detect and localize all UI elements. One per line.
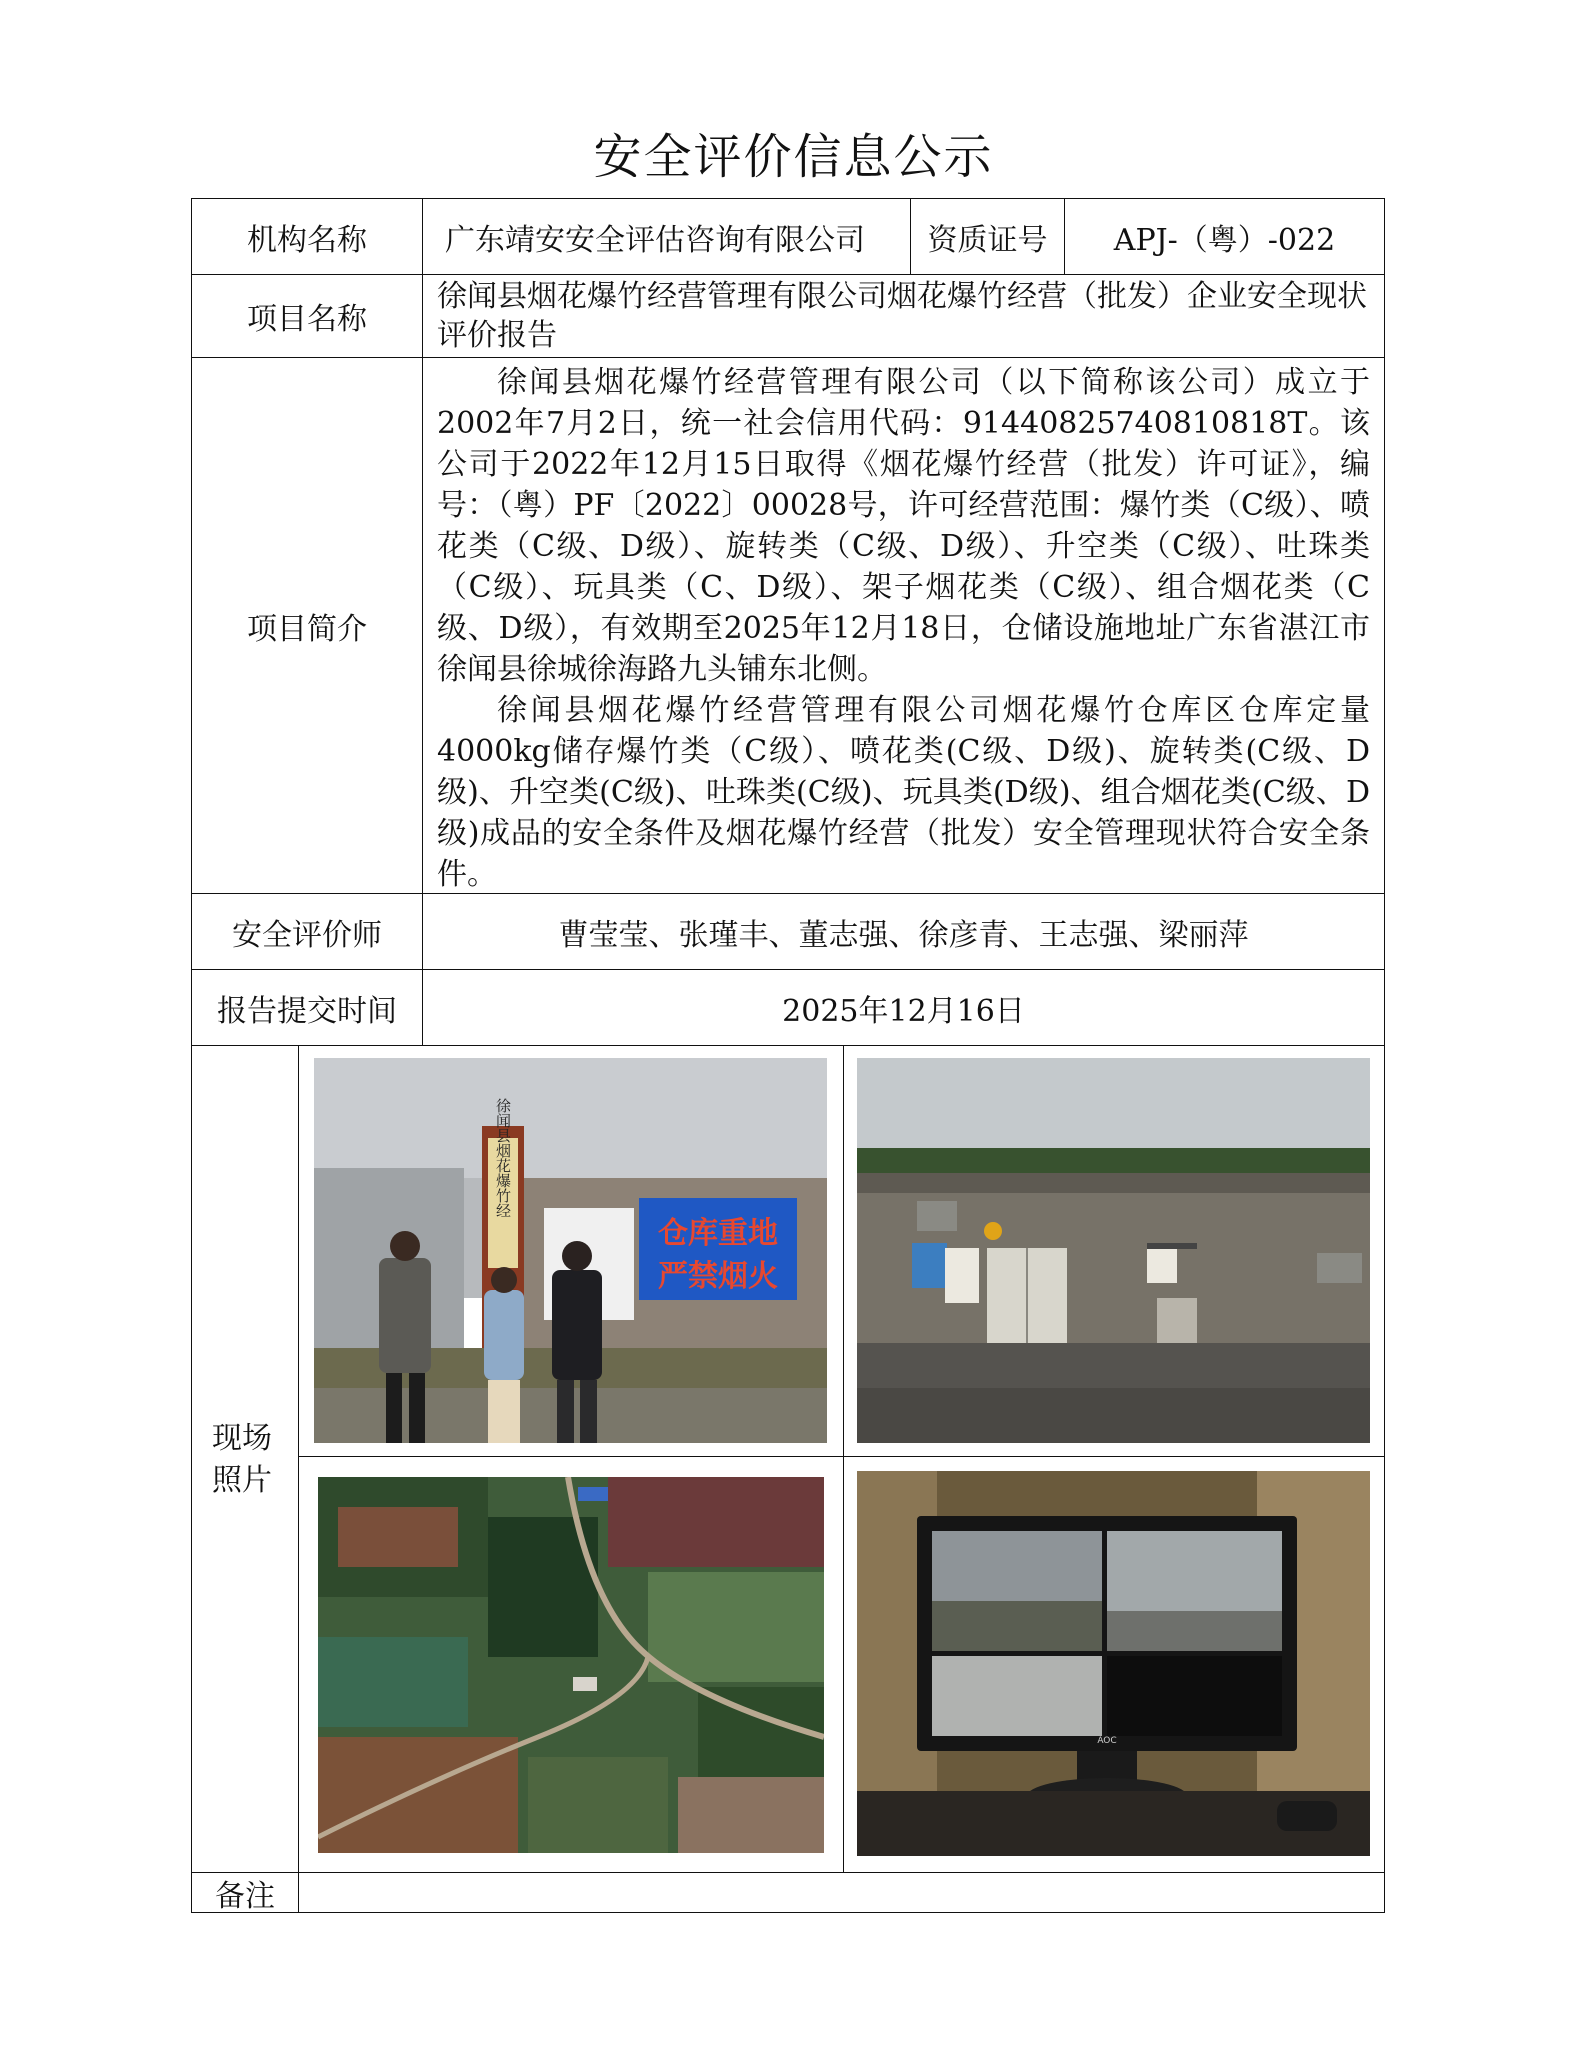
project-summary-label: 项目简介 <box>247 611 367 647</box>
sign-text-2: 严禁烟火 <box>658 1259 778 1294</box>
org-name-label: 机构名称 <box>247 222 367 258</box>
summary-paragraph-1: 徐闻县烟花爆竹经营管理有限公司（以下简称该公司）成立于2002年7月2日，统一社会信用代码：91440825740810818T。该公司于2022年12月15日取得《烟花爆竹经营（批发）许可证》，编号：（粤）PF〔2022〕00028号，许可经营范围：爆竹类（C级）、喷花类（C级、D级）、旋转类（C级、D级）、升空类（C级）、吐珠类（C级）、玩具类（C、D级）、架子烟花类（C级）、组合烟花类（C级、D级），有效期至2025年12月18日，仓储设施地址广东省湛江市徐闻县徐城徐海路九头铺东北侧。 <box>437 365 1370 687</box>
photo-warehouse-building <box>857 1058 1370 1443</box>
submit-time-value: 2025年12月16日 <box>782 993 1025 1029</box>
project-name-value: 徐闻县烟花爆竹经营管理有限公司烟花爆竹经营（批发）企业安全现状评价报告 <box>437 279 1367 353</box>
project-name-label: 项目名称 <box>247 302 367 337</box>
page-title: 安全评价信息公示 <box>593 129 994 185</box>
evaluators-value: 曹莹莹、张瑾丰、董志强、徐彦青、王志强、梁丽萍 <box>558 917 1249 953</box>
summary-paragraph-2: 徐闻县烟花爆竹经营管理有限公司烟花爆竹仓库区仓库定量4000kg储存爆竹类（C级）、喷花类(C级、D级)、旋转类(C级、D级)、升空类(C级)、吐珠类(C级)、玩具类(D级)、组合烟花类(C级、D级)成品的安全条件及烟花爆竹经营（批发）安全管理现状符合安全条件。 <box>437 693 1370 892</box>
cert-number-value: APJ-（粤）-022 <box>1113 222 1336 258</box>
site-photos-label: 现场 照片 <box>212 1421 272 1498</box>
remarks-value <box>299 1873 1384 1912</box>
svg-text:徐闻县烟花爆竹经: 徐闻县烟花爆竹经 <box>494 1098 512 1218</box>
remarks-label: 备注 <box>215 1878 275 1914</box>
photo-monitoring-screen <box>857 1471 1370 1856</box>
cert-number-label: 资质证号 <box>927 222 1048 258</box>
sign-text-1: 仓库重地 <box>658 1216 778 1251</box>
project-summary-text <box>423 358 1384 893</box>
org-name-value: 广东靖安安全评估咨询有限公司 <box>445 222 865 258</box>
photo-site-entrance <box>314 1058 827 1443</box>
monitor-brand: AOC <box>1097 1736 1117 1746</box>
photo-aerial-view <box>318 1477 824 1853</box>
evaluators-label: 安全评价师 <box>232 917 382 953</box>
submit-time-label: 报告提交时间 <box>217 993 397 1029</box>
